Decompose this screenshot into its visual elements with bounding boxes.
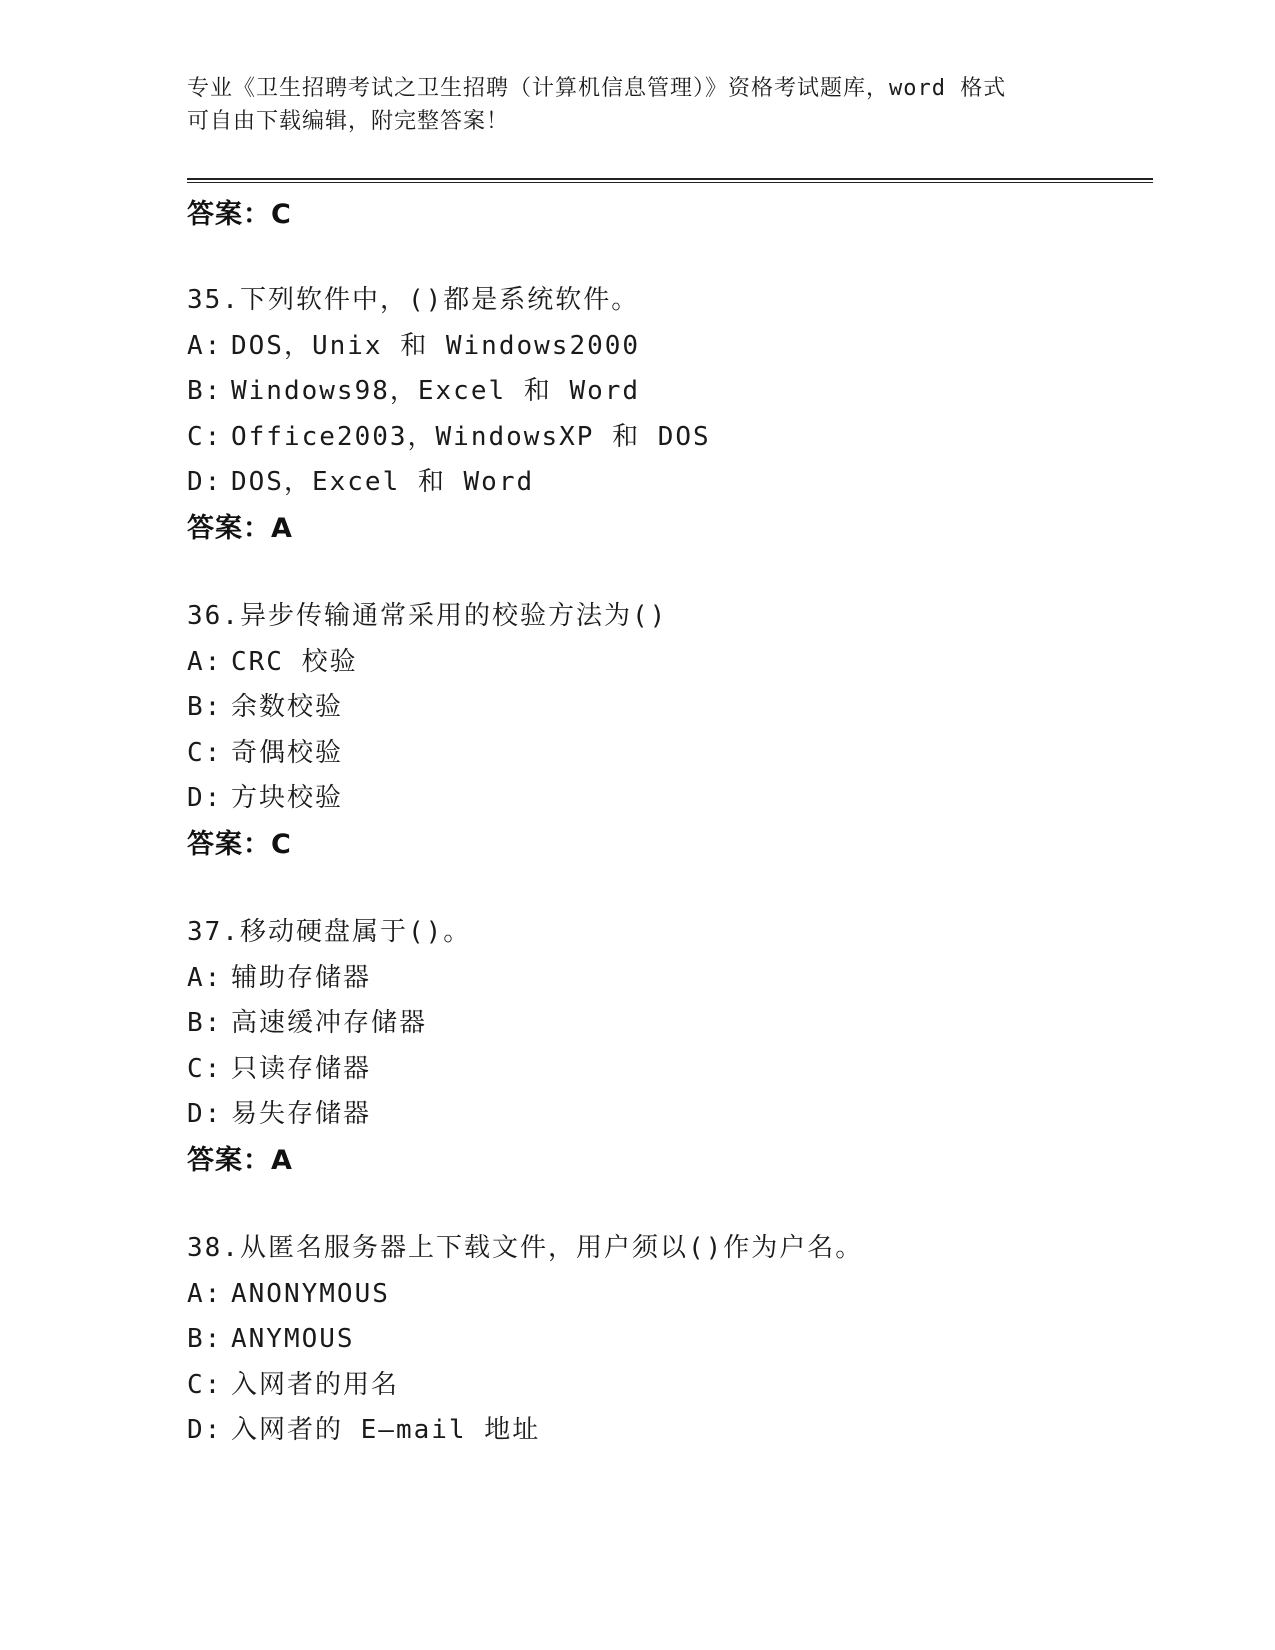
question-stem: 38.从匿名服务器上下载文件，用户须以()作为户名。 <box>187 1233 864 1263</box>
option-label: C: <box>187 737 223 768</box>
answer: 答案：A <box>187 512 293 544</box>
option-label: B: <box>187 376 223 406</box>
option-b <box>187 1317 1147 1363</box>
option-label: D: <box>187 1415 223 1445</box>
option-text: ANONYMOUS <box>231 1278 390 1309</box>
option-label: A: <box>187 646 223 677</box>
option-a <box>187 1272 1147 1318</box>
option-label: B: <box>187 1008 223 1038</box>
option-b <box>187 685 1147 731</box>
option-label: A: <box>187 962 223 993</box>
option-text: 余数校验 <box>231 692 344 722</box>
option-label: C: <box>187 421 223 452</box>
option-label: C: <box>187 1369 223 1400</box>
header-line-2: 可自由下载编辑，附完整答案！ <box>187 109 510 134</box>
option-b <box>187 369 1147 415</box>
answer: 答案：A <box>187 1144 293 1176</box>
option-label: B: <box>187 1324 223 1354</box>
option-a <box>187 956 1147 1002</box>
question-stem: 35.下列软件中，()都是系统软件。 <box>187 285 640 315</box>
option-text: ANYMOUS <box>231 1324 355 1354</box>
option-c <box>187 1047 1147 1093</box>
option-label: D: <box>187 467 223 497</box>
question-36 <box>187 594 1147 867</box>
option-d <box>187 460 1147 506</box>
option-a <box>187 324 1147 370</box>
header-divider <box>187 178 1153 183</box>
question-stem: 36.异步传输通常采用的校验方法为() <box>187 601 668 631</box>
option-a <box>187 640 1147 686</box>
option-d <box>187 1092 1147 1138</box>
page-header <box>187 72 1087 138</box>
option-text: 高速缓冲存储器 <box>231 1008 428 1038</box>
question-35 <box>187 278 1147 551</box>
option-b <box>187 1001 1147 1047</box>
option-text: Office2003，WindowsXP 和 DOS <box>231 421 711 452</box>
option-d <box>187 1408 1147 1454</box>
option-label: A: <box>187 330 223 361</box>
option-text: CRC 校验 <box>231 646 358 677</box>
question-stem: 37.移动硬盘属于()。 <box>187 917 472 947</box>
answer: 答案：C <box>187 828 292 860</box>
option-text: 只读存储器 <box>231 1053 372 1084</box>
option-label: D: <box>187 783 223 813</box>
option-label: A: <box>187 1278 223 1309</box>
option-text: Windows98，Excel 和 Word <box>231 376 641 406</box>
option-text: 辅助存储器 <box>231 962 372 993</box>
option-text: 入网者的 E—mail 地址 <box>231 1415 541 1445</box>
option-c <box>187 1363 1147 1409</box>
option-d <box>187 776 1147 822</box>
option-text: 方块校验 <box>231 783 344 813</box>
option-text: DOS，Unix 和 Windows2000 <box>231 330 641 361</box>
option-c <box>187 415 1147 461</box>
option-text: 易失存储器 <box>231 1099 372 1129</box>
option-text: 奇偶校验 <box>231 737 344 768</box>
question-38 <box>187 1226 1147 1454</box>
option-text: 入网者的用名 <box>231 1369 400 1400</box>
header-line-1: 专业《卫生招聘考试之卫生招聘（计算机信息管理）》资格考试题库，word 格式 <box>187 76 1007 101</box>
option-text: DOS，Excel 和 Word <box>231 467 535 497</box>
option-c <box>187 731 1147 777</box>
option-label: D: <box>187 1099 223 1129</box>
previous-answer: 答案：C <box>187 199 292 230</box>
option-label: B: <box>187 692 223 722</box>
option-label: C: <box>187 1053 223 1084</box>
question-37 <box>187 910 1147 1183</box>
